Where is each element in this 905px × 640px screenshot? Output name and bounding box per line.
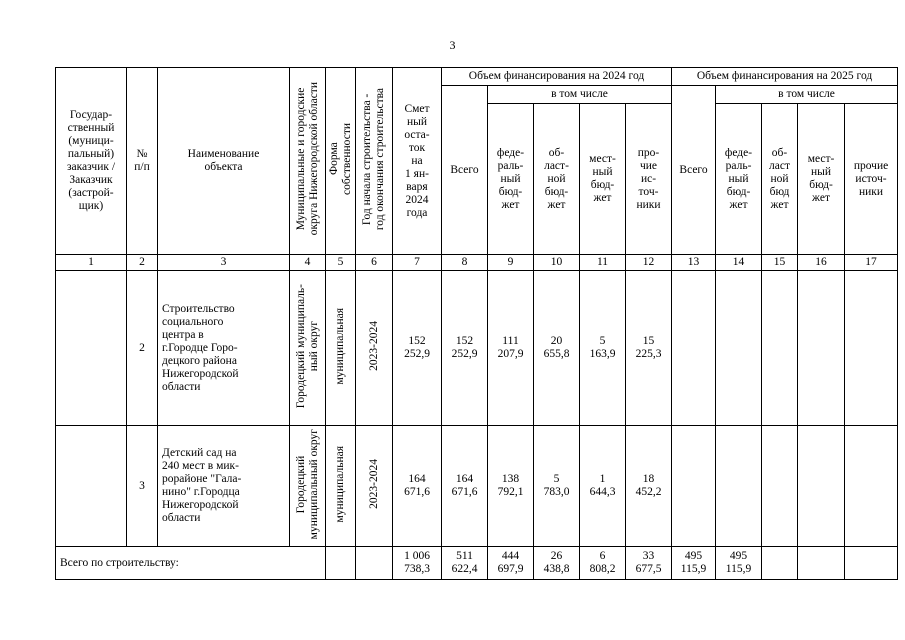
row-other-2024: 18 452,2 — [626, 426, 672, 547]
row-years-text: 2023-2024 — [367, 459, 380, 509]
totals-other-2025 — [845, 547, 898, 580]
row-customer — [56, 426, 127, 547]
row-regional-2024: 5 783,0 — [534, 426, 580, 547]
column-number: 4 — [290, 255, 326, 271]
totals-estimate: 1 006 738,3 — [393, 547, 442, 580]
row-district-text: Городецкий муниципаль- ный округ — [294, 283, 320, 409]
row-other-2024: 15 225,3 — [626, 271, 672, 426]
row-other-2025 — [845, 426, 898, 547]
row-district-text: Городецкий муниципальный округ — [294, 428, 320, 540]
row-ownership-text: муниципальная — [334, 445, 346, 523]
header-object: Наименование объекта — [158, 68, 290, 255]
row-regional-2025 — [762, 271, 798, 426]
totals-years — [356, 547, 393, 580]
row-federal-2024: 138 792,1 — [488, 426, 534, 547]
header-row-1 — [56, 68, 898, 86]
header-including-2024: в том числе — [488, 86, 672, 104]
column-number: 14 — [716, 255, 762, 271]
totals-label: Всего по строительству: — [56, 547, 326, 580]
column-number: 5 — [326, 255, 356, 271]
column-number: 13 — [672, 255, 716, 271]
column-number: 15 — [762, 255, 798, 271]
column-number: 17 — [845, 255, 898, 271]
financing-table — [55, 67, 898, 580]
row-local-2025 — [798, 426, 845, 547]
row-other-2025 — [845, 271, 898, 426]
row-object: Детский сад на 240 мест в мик- рорайоне "Гала- нино" г.Городца Нижегородской области — [158, 426, 290, 547]
column-number: 12 — [626, 255, 672, 271]
header-district-text: Муниципальные и городские округа Нижегородской области — [294, 82, 320, 236]
header-district — [290, 68, 326, 255]
column-number: 2 — [127, 255, 158, 271]
row-total-2025 — [672, 271, 716, 426]
totals-row — [56, 547, 898, 580]
column-number: 11 — [580, 255, 626, 271]
header-years — [356, 68, 393, 255]
totals-total-2024: 511 622,4 — [442, 547, 488, 580]
row-ownership — [326, 271, 356, 426]
header-local-2024: мест- ный бюд- жет — [580, 104, 626, 255]
row-years-text: 2023-2024 — [367, 321, 380, 371]
row-total-2024: 164 671,6 — [442, 426, 488, 547]
header-num: № п/п — [127, 68, 158, 255]
row-district — [290, 271, 326, 426]
header-total-2024: Всего — [442, 86, 488, 255]
totals-other-2024: 33 677,5 — [626, 547, 672, 580]
column-number: 16 — [798, 255, 845, 271]
row-num: 3 — [127, 426, 158, 547]
header-fin-2025: Объем финансирования на 2025 год — [672, 68, 898, 86]
totals-regional-2024: 26 438,8 — [534, 547, 580, 580]
column-number: 6 — [356, 255, 393, 271]
row-federal-2025 — [716, 271, 762, 426]
header-estimate: Смет ный оста- ток на 1 ян- варя 2024 года — [393, 68, 442, 255]
totals-local-2025 — [798, 547, 845, 580]
column-number-row — [56, 255, 898, 271]
row-years — [356, 271, 393, 426]
header-other-2025: прочие источ- ники — [845, 104, 898, 255]
row-local-2024: 5 163,9 — [580, 271, 626, 426]
row-federal-2024: 111 207,9 — [488, 271, 534, 426]
totals-total-2025: 495 115,9 — [672, 547, 716, 580]
row-object: Строительство социального центра в г.Городце Горо- децкого района Нижегородской области — [158, 271, 290, 426]
row-local-2024: 1 644,3 — [580, 426, 626, 547]
header-ownership — [326, 68, 356, 255]
header-customer: Государ- ственный (муници- пальный) заказчик / Заказчик (застрой- щик) — [56, 68, 127, 255]
table-row — [56, 426, 898, 547]
header-total-2025: Всего — [672, 86, 716, 255]
row-regional-2025 — [762, 426, 798, 547]
row-num: 2 — [127, 271, 158, 426]
header-federal-2024: феде- раль- ный бюд- жет — [488, 104, 534, 255]
row-ownership-text: муниципальная — [334, 307, 346, 385]
totals-ownership — [326, 547, 356, 580]
column-number: 1 — [56, 255, 127, 271]
header-including-2025: в том числе — [716, 86, 898, 104]
row-total-2025 — [672, 426, 716, 547]
column-number: 3 — [158, 255, 290, 271]
header-regional-2024: об- ласт- ной бюд- жет — [534, 104, 580, 255]
row-customer — [56, 271, 127, 426]
totals-federal-2024: 444 697,9 — [488, 547, 534, 580]
header-local-2025: мест- ный бюд- жет — [798, 104, 845, 255]
table-row — [56, 271, 898, 426]
totals-federal-2025: 495 115,9 — [716, 547, 762, 580]
row-regional-2024: 20 655,8 — [534, 271, 580, 426]
column-number: 9 — [488, 255, 534, 271]
header-federal-2025: феде- раль- ный бюд- жет — [716, 104, 762, 255]
column-number: 10 — [534, 255, 580, 271]
column-number: 8 — [442, 255, 488, 271]
column-number: 7 — [393, 255, 442, 271]
row-estimate: 164 671,6 — [393, 426, 442, 547]
row-district — [290, 426, 326, 547]
row-total-2024: 152 252,9 — [442, 271, 488, 426]
totals-regional-2025 — [762, 547, 798, 580]
row-federal-2025 — [716, 426, 762, 547]
totals-local-2024: 6 808,2 — [580, 547, 626, 580]
row-years — [356, 426, 393, 547]
row-estimate: 152 252,9 — [393, 271, 442, 426]
header-other-2024: про- чие ис- точ- ники — [626, 104, 672, 255]
row-local-2025 — [798, 271, 845, 426]
row-ownership — [326, 426, 356, 547]
page-number: 3 — [449, 38, 456, 52]
header-fin-2024: Объем финансирования на 2024 год — [442, 68, 672, 86]
header-ownership-text: Форма собственности — [327, 123, 353, 195]
header-regional-2025: об- ласт ной бюд жет — [762, 104, 798, 255]
header-years-text: Год начала строительства - год окончания строительства — [361, 87, 386, 231]
